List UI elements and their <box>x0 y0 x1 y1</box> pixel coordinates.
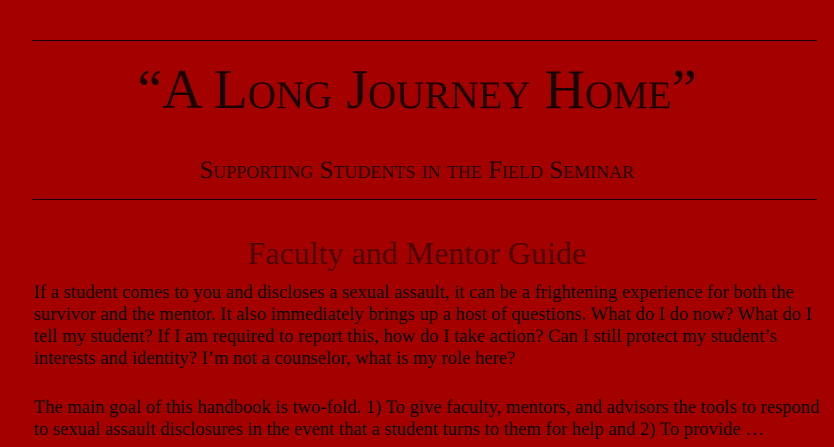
bottom-divider <box>32 199 817 200</box>
body-paragraph-1 <box>34 282 824 370</box>
paragraph-text: If a student comes to you and discloses a sexual assault, it can be a frightening experience for both the survivor and the mentor. It also immediately brings up a host of questions. What do I do now? What do I tell my student? If I am required to report this, how do I take action? Can I still protect my student’s interests and identity? I’m not a counselor, what is my role here? <box>34 282 813 369</box>
document-title: “A Long Journey Home” <box>137 59 697 121</box>
section-heading: Faculty and Mentor Guide <box>247 235 587 271</box>
document-subtitle: Supporting Students in the Field Seminar <box>199 157 635 184</box>
top-divider <box>32 40 817 41</box>
paragraph-text: The main goal of this handbook is two-fold. 1) To give faculty, mentors, and advisors the tools to respond to sexual assault disclosures in the event that a student turns to them for help and 2) To provide … <box>34 397 820 440</box>
body-paragraph-2 <box>34 397 824 441</box>
